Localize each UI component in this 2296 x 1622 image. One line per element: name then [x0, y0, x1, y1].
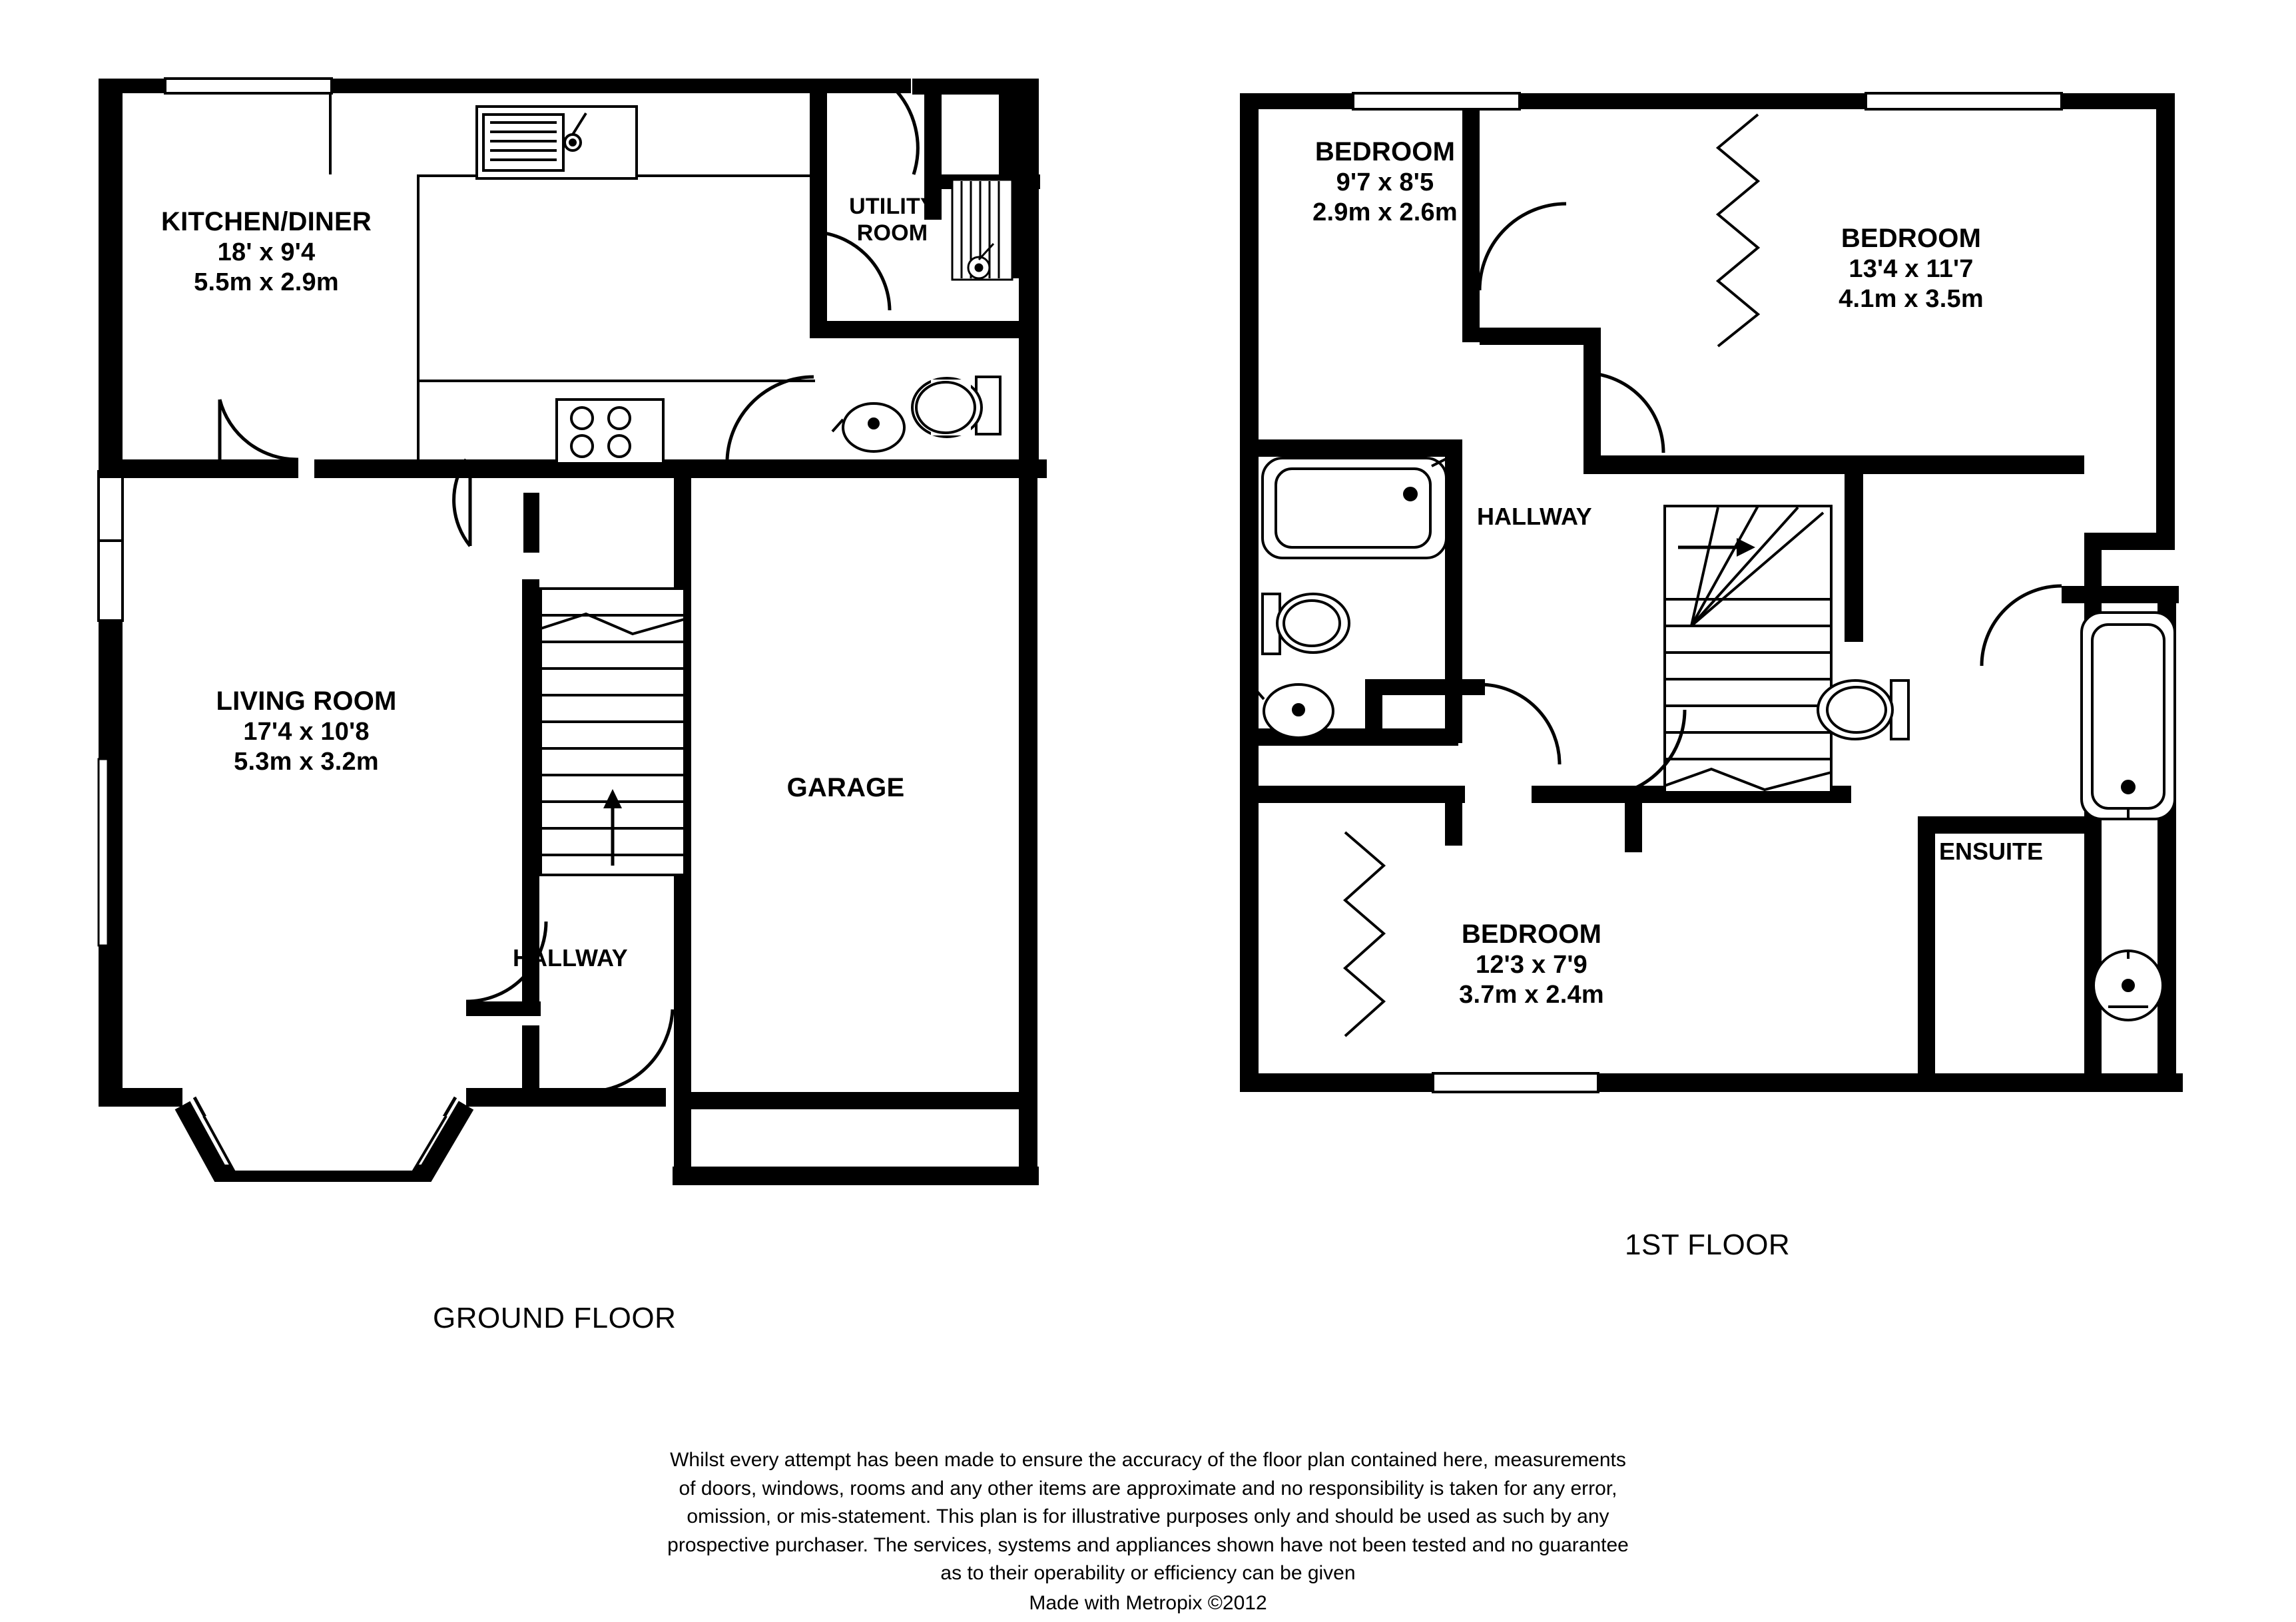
room-label-hallway-first: HALLWAY: [1477, 503, 1592, 530]
floor-title-ground: GROUND FLOOR: [433, 1302, 677, 1334]
floor-title-first: 1ST FLOOR: [1625, 1228, 1791, 1261]
room-label-bedroom-3: [1365, 919, 1698, 1010]
disclaimer-line-3: omission, or mis-statement. This plan is for illustrative purposes only and should be used as such by any: [687, 1505, 1609, 1528]
room-dimension-metric: 5.5m x 2.9m: [194, 268, 339, 297]
room-dimension-metric: 5.3m x 3.2m: [234, 748, 379, 776]
room-name: LIVING ROOM: [216, 686, 397, 716]
room-label-hallway-ground: HALLWAY: [513, 944, 628, 971]
disclaimer-line-5: as to their operability or efficiency can be given: [940, 1562, 1356, 1585]
room-label-living-room: [120, 686, 493, 777]
room-dimension-imperial: 17'4 x 10'8: [243, 718, 370, 746]
room-label-bedroom-1: [1239, 136, 1532, 228]
room-label-ensuite: ENSUITE: [1939, 838, 2044, 865]
disclaimer-line-1: Whilst every attempt has been made to ensure the accuracy of the floor plan contained here, measurements: [670, 1449, 1626, 1471]
disclaimer-line-4: prospective purchaser. The services, systems and appliances shown have not been tested and no guarantee: [667, 1533, 1629, 1556]
metropix-credit: Made with Metropix ©2012: [1029, 1591, 1267, 1614]
room-dimension-imperial: 13'4 x 11'7: [1849, 255, 1974, 284]
room-label-garage: [693, 772, 999, 804]
room-dimension-imperial: 18' x 9'4: [217, 238, 316, 267]
room-dimension-imperial: 12'3 x 7'9: [1476, 951, 1587, 979]
room-name-line2: ROOM: [856, 220, 928, 246]
room-name: KITCHEN/DINER: [161, 207, 372, 236]
room-dimension-metric: 3.7m x 2.4m: [1459, 981, 1604, 1009]
room-name: BEDROOM: [1461, 920, 1602, 949]
room-label-utility-room: [809, 193, 976, 246]
room-name: UTILITY: [849, 194, 936, 219]
disclaimer-line-2: of doors, windows, rooms and any other items are approximate and no responsibility is taken for any error,: [679, 1477, 1617, 1499]
room-dimension-metric: 4.1m x 3.5m: [1839, 285, 1984, 314]
room-label-bedroom-2: [1745, 223, 2078, 314]
room-name: BEDROOM: [1841, 224, 1982, 253]
disclaimer-text: [0, 1446, 2296, 1618]
room-name: BEDROOM: [1314, 137, 1456, 166]
room-label-kitchen-diner: [80, 206, 453, 298]
room-dimension-metric: 2.9m x 2.6m: [1312, 198, 1458, 227]
room-name: GARAGE: [786, 773, 905, 802]
room-dimension-imperial: 9'7 x 8'5: [1336, 168, 1434, 197]
